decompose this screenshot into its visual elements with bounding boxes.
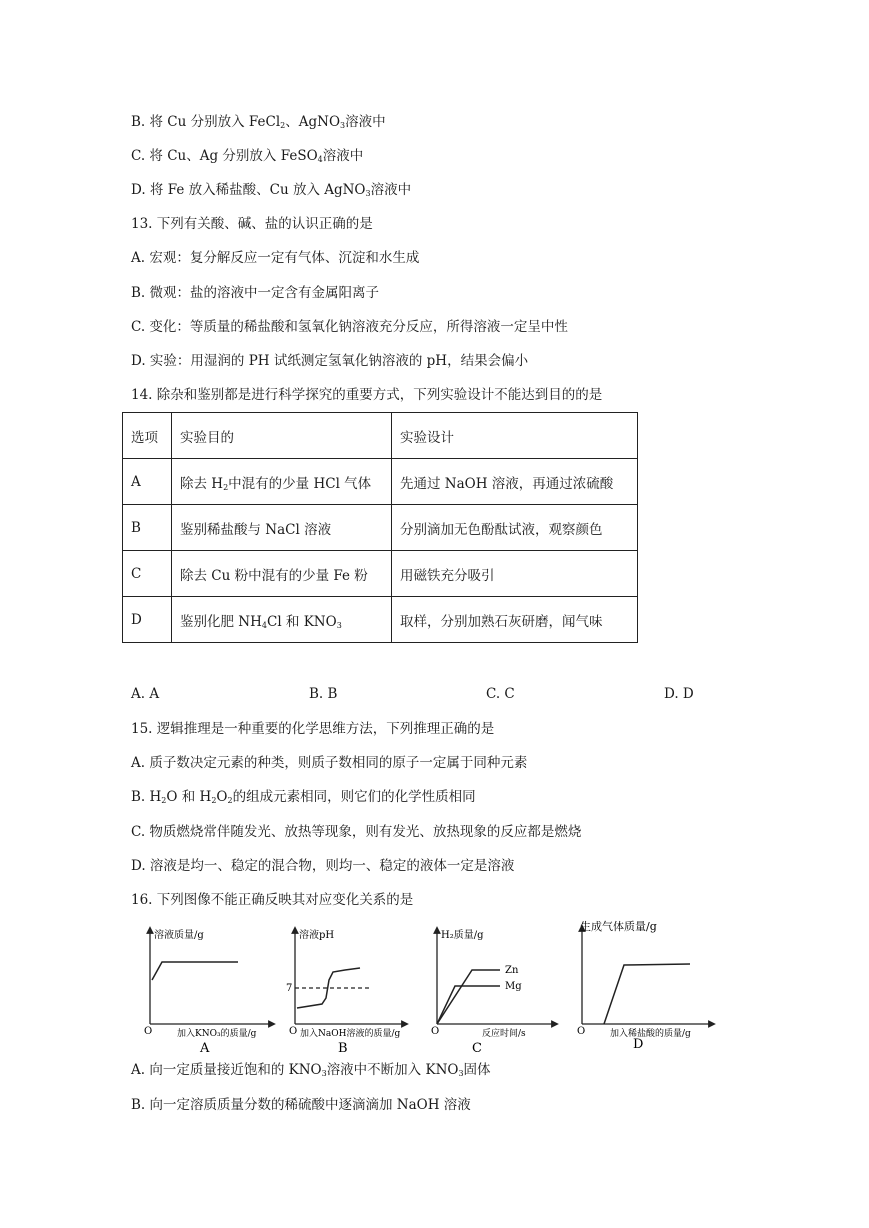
graph-b-7-label: 7 <box>286 983 293 994</box>
graph-c-mg-line <box>437 986 500 1024</box>
graph-a <box>144 928 272 1056</box>
option-b-line: B. 将 Cu 分别放入 FeCl$_2$、AgNO$_3$溶液中 <box>131 114 386 130</box>
graph-b <box>286 928 405 1056</box>
table-cell: 鉴别化肥 $NH_4Cl$ 和 $KNO_3$ <box>172 597 392 643</box>
graph-d-caption: D <box>633 1037 644 1052</box>
graph-d-origin: O <box>577 1026 586 1037</box>
graph-c-ylabel: H₂质量/g <box>441 930 484 941</box>
q14-choice-b: B. B <box>309 686 338 702</box>
q13-option-b: B. 微观：盐的溶液中一定含有金属阳离子 <box>131 285 380 301</box>
graph-d-xlabel: 加入稀盐酸的质量/g <box>610 1029 691 1039</box>
graph-c-zn-line <box>437 970 500 1024</box>
table-header-cell: 实验设计 <box>392 413 638 459</box>
table-row <box>123 413 638 459</box>
table-cell: C <box>123 551 172 597</box>
graph-b-origin: O <box>289 1026 298 1037</box>
graph-a-ylabel: 溶液质量/g <box>154 930 204 941</box>
question-13-stem: 13. 下列有关酸、碱、盐的认识正确的是 <box>131 216 373 232</box>
q15-option-b: B. $H_2O$ 和 $H_2O_2$的组成元素相同，则它们的化学性质相同 <box>131 789 476 805</box>
graph-d-ylabel: 生成气体质量/g <box>580 920 657 933</box>
table-row <box>123 505 638 551</box>
q14-choice-d: D. D <box>664 686 694 702</box>
table-cell: A <box>123 459 172 505</box>
table-cell: B <box>123 505 172 551</box>
table-cell: 先通过 NaOH 溶液，再通过浓硫酸 <box>392 459 638 505</box>
graph-b-caption: B <box>338 1041 348 1056</box>
q16-option-a: A. 向一定质量接近饱和的 $KNO_3$溶液中不断加入 $KNO_3$固体 <box>131 1062 491 1078</box>
graph-c-zn-label: Zn <box>505 965 519 976</box>
q15-option-d: D. 溶液是均一、稳定的混合物，则均一、稳定的液体一定是溶液 <box>131 858 515 874</box>
table-cell: 鉴别稀盐酸与 NaCl 溶液 <box>172 505 392 551</box>
table-cell: D <box>123 597 172 643</box>
graph-c-xlabel: 反应时间/s <box>482 1029 526 1039</box>
q16-option-b: B. 向一定溶质质量分数的稀硫酸中逐滴滴加 NaOH 溶液 <box>131 1097 471 1113</box>
graph-c-mg-label: Mg <box>505 981 522 992</box>
table-cell: 除去 $H_2$中混有的少量 HCl 气体 <box>172 459 392 505</box>
q13-option-d: D. 实验：用湿润的 PH 试纸测定氢氧化钠溶液的 pH，结果会偏小 <box>131 353 529 369</box>
table-cell: 取样，分别加熟石灰研磨，闻气味 <box>392 597 638 643</box>
q15-option-a: A. 质子数决定元素的种类，则质子数相同的原子一定属于同种元素 <box>131 755 528 771</box>
question-14-stem: 14. 除杂和鉴别都是进行科学探究的重要方式，下列实验设计不能达到目的的是 <box>131 387 603 403</box>
table-header-cell: 实验目的 <box>172 413 392 459</box>
graph-b-ylabel: 溶液pH <box>299 930 335 941</box>
option-d-line: D. 将 Fe 放入稀盐酸、Cu 放入 AgNO$_3$溶液中 <box>131 182 412 198</box>
graph-a-curve <box>152 962 238 980</box>
graph-c-caption: C <box>472 1041 482 1056</box>
graph-c-origin: O <box>431 1026 440 1037</box>
graph-b-xlabel: 加入NaOH溶液的质量/g <box>300 1029 401 1039</box>
graph-d <box>577 920 712 1052</box>
table-row <box>123 551 638 597</box>
table-cell: 分别滴加无色酚酞试液，观察颜色 <box>392 505 638 551</box>
q15-option-c: C. 物质燃烧常伴随发光、放热等现象，则有发光、放热现象的反应都是燃烧 <box>131 824 582 840</box>
option-c-line: C. 将 Cu、Ag 分别放入 FeSO$_4$溶液中 <box>131 148 364 164</box>
table-row <box>123 459 638 505</box>
experiment-table <box>122 412 638 643</box>
graph-a-origin: O <box>144 1026 153 1037</box>
table-cell: 除去 Cu 粉中混有的少量 Fe 粉 <box>172 551 392 597</box>
graphs-figure <box>130 920 730 1058</box>
graph-a-caption: A <box>200 1041 210 1056</box>
graph-a-xlabel: 加入KNO₃的质量/g <box>177 1029 257 1039</box>
table-cell: 用磁铁充分吸引 <box>392 551 638 597</box>
graph-c <box>431 928 555 1056</box>
graph-d-curve <box>604 964 690 1024</box>
q14-choice-a: A. A <box>131 686 160 702</box>
table-header-cell: 选项 <box>123 413 172 459</box>
q13-option-c: C. 变化：等质量的稀盐酸和氢氧化钠溶液充分反应，所得溶液一定呈中性 <box>131 319 568 335</box>
question-16-stem: 16. 下列图像不能正确反映其对应变化关系的是 <box>131 892 414 908</box>
table-row <box>123 597 638 643</box>
q13-option-a: A. 宏观：复分解反应一定有气体、沉淀和水生成 <box>131 250 420 266</box>
q14-choice-c: C. C <box>486 686 515 702</box>
question-15-stem: 15. 逻辑推理是一种重要的化学思维方法，下列推理正确的是 <box>131 721 495 737</box>
graph-b-curve <box>297 968 360 1008</box>
